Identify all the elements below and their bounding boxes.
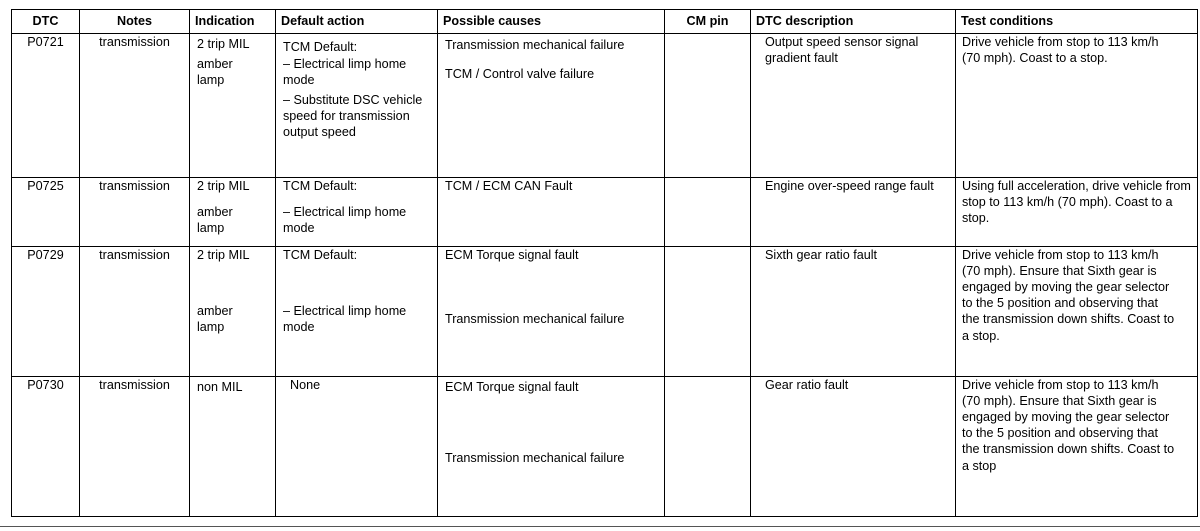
dtc-code: P0730 (12, 377, 80, 517)
dtc-code: P0729 (12, 247, 80, 377)
table-row (12, 247, 1198, 377)
cause-line: Transmission mechanical failure (445, 451, 625, 465)
dtc-code: P0725 (12, 178, 80, 247)
causes-cell (438, 34, 665, 178)
test-conditions-cell (956, 377, 1198, 517)
indication-line: amber lamp (197, 57, 233, 88)
test-conditions-cell (956, 247, 1198, 377)
header-row (12, 10, 1198, 34)
table-row (12, 377, 1198, 517)
notes-cell: transmission (80, 178, 190, 247)
indication-line: amber lamp (197, 304, 233, 335)
indication-line: 2 trip MIL (197, 248, 250, 262)
cause-line: TCM / Control valve failure (445, 67, 595, 81)
header-notes: Notes (80, 10, 190, 34)
default-action-line: – Substitute DSC vehicle speed for transmission output speed (283, 93, 423, 140)
default-action-cell (276, 178, 438, 247)
causes-cell (438, 178, 665, 247)
description-text: Sixth gear ratio fault (765, 248, 878, 262)
description-cell (751, 247, 956, 377)
default-action-line: TCM Default: (283, 248, 358, 262)
cause-line: ECM Torque signal fault (445, 248, 579, 262)
indication-cell (190, 377, 276, 517)
description-cell (751, 377, 956, 517)
cause-line: ECM Torque signal fault (445, 380, 579, 394)
notes-cell: transmission (80, 377, 190, 517)
dtc-table (11, 9, 1198, 517)
cause-line: Transmission mechanical failure (445, 312, 625, 326)
description-cell (751, 178, 956, 247)
header-default-action: Default action (276, 10, 438, 34)
notes-cell: transmission (80, 247, 190, 377)
cm-pin-cell (665, 34, 751, 178)
table-row (12, 34, 1198, 178)
header-cm-pin: CM pin (665, 10, 751, 34)
default-action-line: – Electrical limp home mode (283, 304, 407, 335)
header-indication: Indication (190, 10, 276, 34)
cause-line: Transmission mechanical failure (445, 38, 625, 52)
page-bottom-rule (0, 526, 1200, 527)
default-action-line: None (290, 378, 321, 392)
description-cell (751, 34, 956, 178)
indication-line: 2 trip MIL (197, 37, 250, 51)
default-action-line: – Electrical limp home mode (283, 57, 407, 88)
header-possible-causes: Possible causes (438, 10, 665, 34)
test-conditions-text: Using full acceleration, drive vehicle from stop to 113 km/h (70 mph). Coast to a stop. (962, 179, 1191, 226)
test-conditions-cell (956, 178, 1198, 247)
test-conditions-text: Drive vehicle from stop to 113 km/h (70 mph). Coast to a stop. (962, 35, 1159, 66)
indication-cell (190, 247, 276, 377)
table-row (12, 178, 1198, 247)
default-action-line: TCM Default: (283, 179, 358, 193)
test-conditions-cell (956, 34, 1198, 178)
dtc-code: P0721 (12, 34, 80, 178)
default-action-cell (276, 247, 438, 377)
header-dtc: DTC (12, 10, 80, 34)
notes-cell: transmission (80, 34, 190, 178)
test-conditions-text: Drive vehicle from stop to 113 km/h (70 mph). Ensure that Sixth gear is engaged by moving the gear selector to the 5 position and observing that the transmission down shifts. Coast to a stop (962, 378, 1175, 473)
description-text: Gear ratio fault (765, 378, 849, 392)
indication-cell (190, 178, 276, 247)
header-dtc-description: DTC description (751, 10, 956, 34)
indication-line: amber lamp (197, 205, 233, 236)
default-action-cell (276, 377, 438, 517)
description-text: Output speed sensor signal gradient fault (765, 35, 919, 66)
test-conditions-text: Drive vehicle from stop to 113 km/h (70 mph). Ensure that Sixth gear is engaged by moving the gear selector to the 5 position and observing that the transmission down shifts. Coast to a stop. (962, 248, 1175, 343)
cm-pin-cell (665, 247, 751, 377)
default-action-line: – Electrical limp home mode (283, 205, 407, 236)
cause-line: TCM / ECM CAN Fault (445, 179, 573, 193)
indication-line: 2 trip MIL (197, 179, 250, 193)
default-action-line: TCM Default: (283, 40, 358, 54)
header-test-conditions: Test conditions (956, 10, 1198, 34)
cm-pin-cell (665, 377, 751, 517)
indication-cell (190, 34, 276, 178)
causes-cell (438, 247, 665, 377)
causes-cell (438, 377, 665, 517)
description-text: Engine over-speed range fault (765, 179, 934, 193)
cm-pin-cell (665, 178, 751, 247)
indication-line: non MIL (197, 380, 243, 394)
default-action-cell (276, 34, 438, 178)
